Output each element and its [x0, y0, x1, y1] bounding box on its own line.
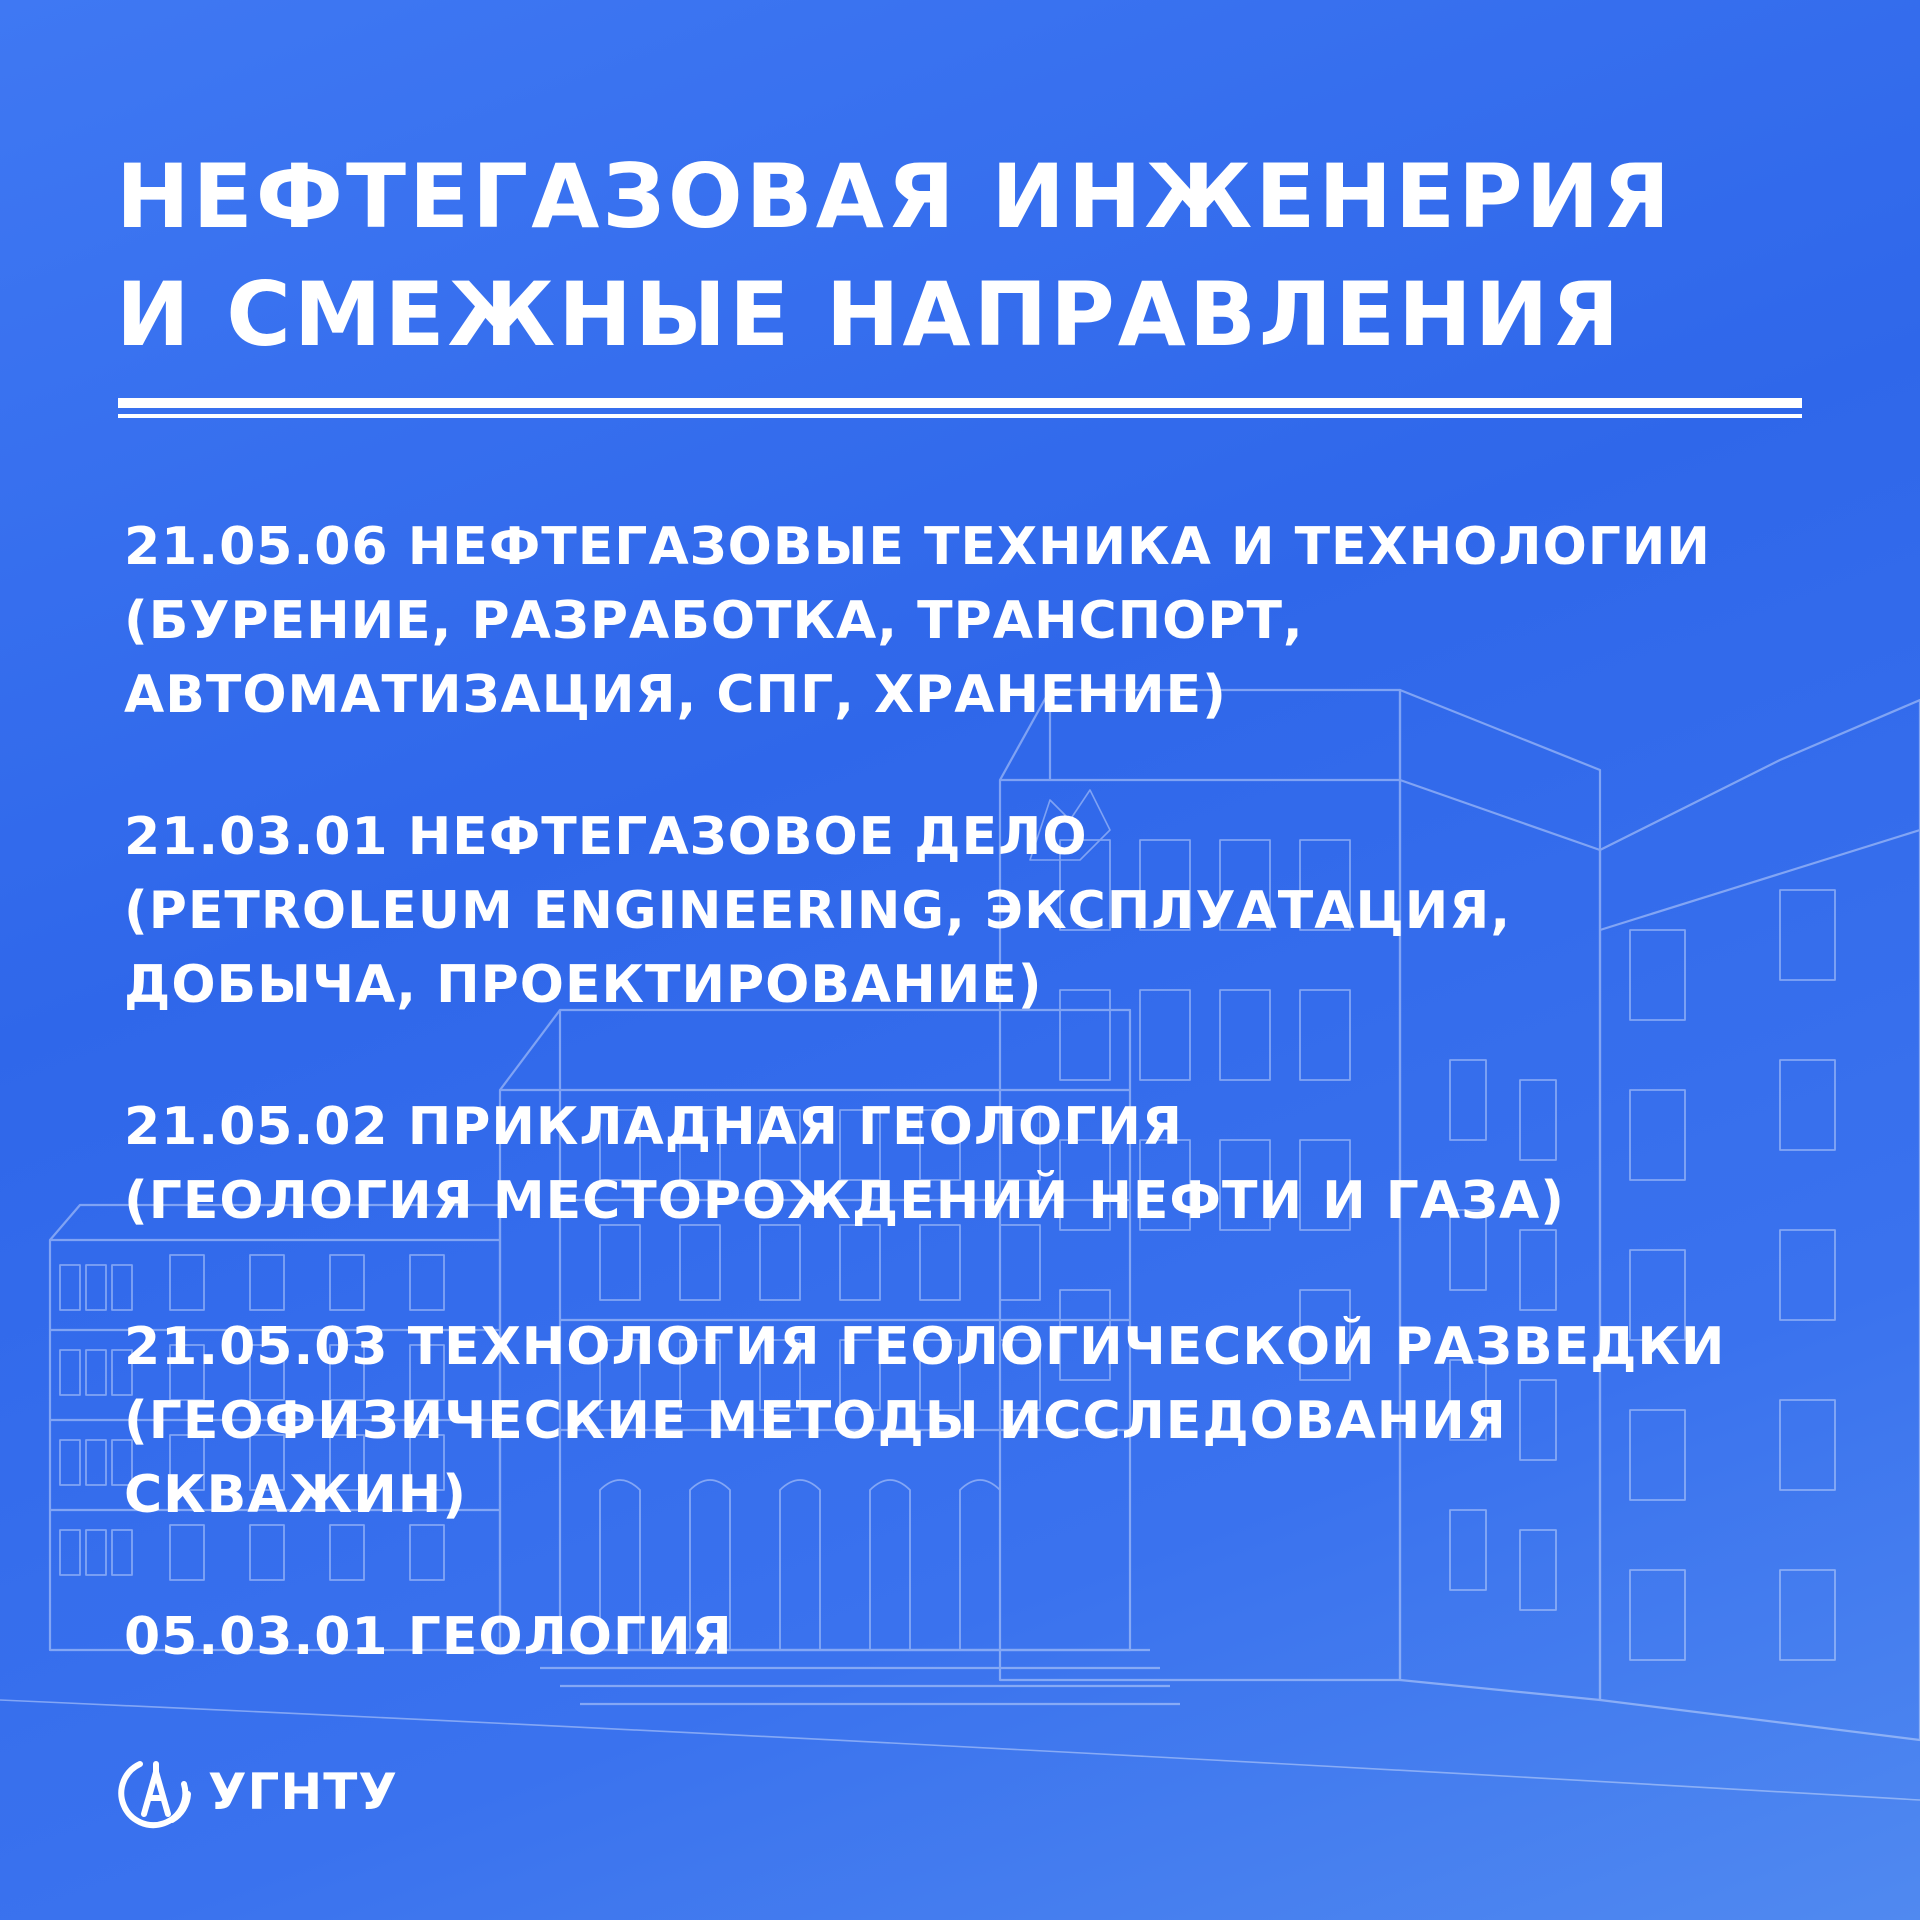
- title-divider: [118, 398, 1802, 418]
- program-description: ДОБЫЧА, ПРОЕКТИРОВАНИЕ): [124, 955, 1043, 1015]
- program-code-title: 21.03.01 НЕФТЕГАЗОВОЕ ДЕЛО: [124, 807, 1088, 867]
- program-code-title: 21.05.06 НЕФТЕГАЗОВЫЕ ТЕХНИКА И ТЕХНОЛОГИИ: [124, 517, 1711, 577]
- ugntu-emblem-icon: [118, 1754, 194, 1830]
- program-code-title: 05.03.01 ГЕОЛОГИЯ: [124, 1607, 733, 1667]
- program-code-title: 21.05.03 ТЕХНОЛОГИЯ ГЕОЛОГИЧЕСКОЙ РАЗВЕДКИ: [124, 1317, 1726, 1377]
- title-line-1: НЕФТЕГАЗОВАЯ ИНЖЕНЕРИЯ: [116, 145, 1674, 248]
- program-item: [124, 1090, 1565, 1238]
- program-description: (БУРЕНИЕ, РАЗРАБОТКА, ТРАНСПОРТ,: [124, 591, 1304, 651]
- program-item: [124, 510, 1711, 732]
- program-description: (ГЕОЛОГИЯ МЕСТОРОЖДЕНИЙ НЕФТИ И ГАЗА): [124, 1171, 1566, 1231]
- program-description: СКВАЖИН): [124, 1465, 468, 1525]
- program-description: (PETROLEUM ENGINEERING, ЭКСПЛУАТАЦИЯ,: [124, 881, 1512, 941]
- program-code-title: 21.05.02 ПРИКЛАДНАЯ ГЕОЛОГИЯ: [124, 1097, 1183, 1157]
- program-description: АВТОМАТИЗАЦИЯ, СПГ, ХРАНЕНИЕ): [124, 665, 1227, 725]
- program-description: (ГЕОФИЗИЧЕСКИЕ МЕТОДЫ ИССЛЕДОВАНИЯ: [124, 1391, 1507, 1451]
- logo-text: УГНТУ: [208, 1763, 398, 1821]
- program-item: [124, 800, 1511, 1022]
- program-item: [124, 1600, 733, 1674]
- divider-thin-line: [118, 414, 1802, 418]
- program-item: [124, 1310, 1725, 1532]
- ugntu-logo: [118, 1754, 398, 1830]
- page-title: [116, 138, 1673, 374]
- divider-thick-line: [118, 398, 1802, 408]
- title-line-2: И СМЕЖНЫЕ НАПРАВЛЕНИЯ: [116, 263, 1623, 366]
